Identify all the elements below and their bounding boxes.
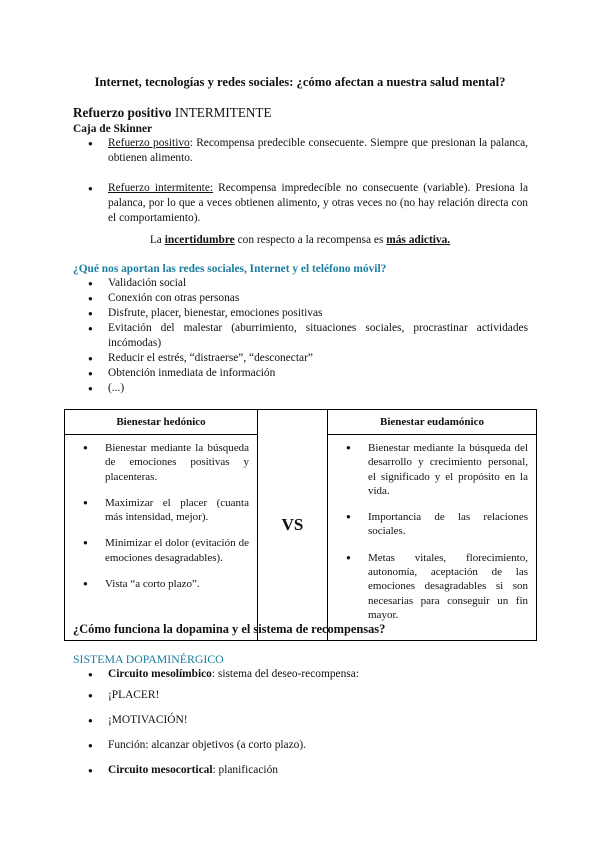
note-emph: más adictiva. <box>386 234 451 246</box>
eudaimonic-list <box>328 435 536 640</box>
eudaimonic-cell <box>328 435 537 641</box>
vs-label: VS <box>258 410 328 641</box>
list-item: ● Disfrute, placer, bienestar, emociones positivas <box>73 306 528 321</box>
term-refuerzo-positivo: Refuerzo positivo <box>108 137 190 149</box>
list-item: ● Metas vitales, florecimiento, autonomía, aceptación de las emociones desagradables si son necesarias para conseguir un fin mayor. <box>334 551 528 622</box>
list-item: ● Conexión con otras personas <box>73 291 528 306</box>
aportan-list <box>73 276 528 396</box>
list-item: ● Validación social <box>73 276 528 291</box>
mesolimbico-sublist <box>73 688 528 753</box>
list-item: ● Reducir el estrés, “distraerse”, “desconectar” <box>73 351 528 366</box>
refuerzo-heading-text: Refuerzo positivo <box>73 105 175 120</box>
skinner-subheading: Caja de Skinner <box>73 123 153 135</box>
item-text: Recompensa impredecible no consecuente (variable). Presiona la palanca, por lo que a veces obtienen alimento, y otras veces no (no hay relación directa con el comportamiento). <box>108 182 528 225</box>
item-text: : sistema del deseo-recompensa: <box>211 668 359 680</box>
wellbeing-comparison-table <box>64 409 537 641</box>
term-refuerzo-intermitente: Refuerzo intermitente: <box>108 182 214 195</box>
aportan-heading: ¿Qué nos aportan las redes sociales, Internet y el teléfono móvil? <box>73 263 387 275</box>
item-text: : Recompensa predecible consecuente. Siempre que presionan la palanca, obtienen alimento. <box>108 137 528 165</box>
refuerzo-heading-emph: INTERMITENTE <box>174 105 272 120</box>
list-item: ● Importancia de las relaciones sociales. <box>334 510 528 539</box>
list-item <box>73 667 528 753</box>
hedonic-header: Bienestar hedónico <box>65 410 258 435</box>
dopamina-block <box>73 667 528 778</box>
list-item: ● Bienestar mediante la búsqueda del desarrollo y crecimiento personal, el significado y el propósito en la vida. <box>334 441 528 498</box>
eudaimonic-header: Bienestar eudamónico <box>328 410 537 435</box>
refuerzo-list-block <box>73 136 528 226</box>
list-item <box>73 181 528 226</box>
dopamina-heading: ¿Cómo funciona la dopamina y el sistema de recompensas? <box>73 622 386 636</box>
aportan-list-block <box>73 276 528 396</box>
circuits-list <box>73 667 528 778</box>
refuerzo-heading <box>73 104 272 121</box>
list-item: ● Vista “a corto plazo”. <box>71 577 249 591</box>
sub-item: ● Función: alcanzar objetivos (a corto plazo). <box>73 738 528 753</box>
document-title: Internet, tecnologías y redes sociales: ¿cómo afectan a nuestra salud mental? <box>94 75 506 89</box>
hedonic-cell <box>65 435 258 641</box>
sistema-title: SISTEMA DOPAMINÉRGICO <box>73 652 224 666</box>
circuit-mesocortical: Circuito mesocortical <box>108 764 213 777</box>
list-item <box>73 763 528 778</box>
note-text: La <box>149 234 165 246</box>
list-item: ● Minimizar el dolor (evitación de emociones desagradables). <box>71 536 249 565</box>
refuerzo-list <box>73 136 528 226</box>
sub-item: ● ¡PLACER! <box>73 688 528 703</box>
list-item: ● Bienestar mediante la búsqueda de emociones positivas y placenteras. <box>71 441 249 484</box>
sub-item: ● ¡MOTIVACIÓN! <box>73 713 528 728</box>
list-item: ● (...) <box>73 381 528 396</box>
circuit-mesolimbico: Circuito mesolímbico <box>108 668 212 680</box>
list-item: ● Maximizar el placer (cuanta más intensidad, mejor). <box>71 496 249 525</box>
list-item: ● Evitación del malestar (aburrimiento, situaciones sociales, procrastinar actividades incómodas) <box>73 321 528 351</box>
item-text: : planificación <box>212 764 278 777</box>
note-emph: incertidumbre <box>164 234 235 246</box>
list-item: ● Obtención inmediata de información <box>73 366 528 381</box>
list-item <box>73 136 528 166</box>
incertidumbre-note <box>0 233 600 248</box>
hedonic-list <box>65 435 257 609</box>
note-text: con respecto a la recompensa es <box>234 234 387 246</box>
